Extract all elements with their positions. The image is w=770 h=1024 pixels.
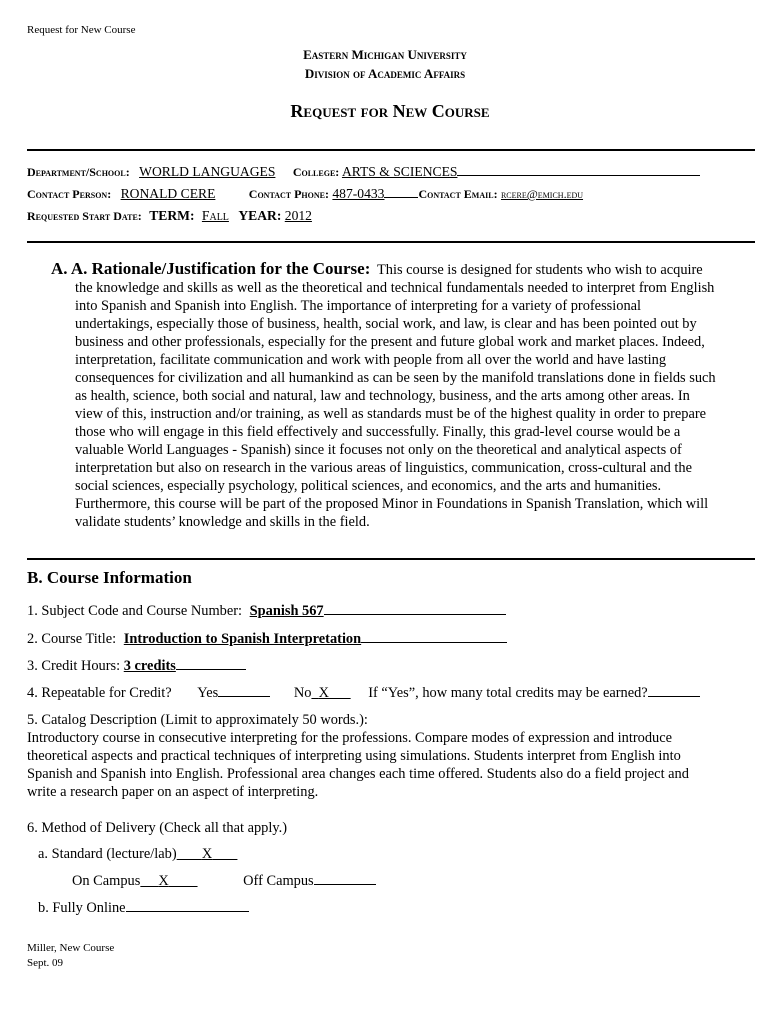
credit-hours-row (27, 658, 246, 675)
section-a-line: business and other professionals, especially for the present and future global work and market places. Indeed, (75, 334, 705, 350)
course-title-value: Introduction to Spanish Interpretation (123, 631, 362, 647)
repeatable-credits-question: If “Yes”, how many total credits may be earned? (368, 685, 648, 701)
catalog-line: Introductory course in consecutive interpreting for the professions. Compare modes of expression and introduce (27, 730, 672, 746)
contact-person-label: Contact Person: (27, 187, 112, 201)
year-label: YEAR: (238, 208, 282, 223)
off-campus-label: Off Campus (243, 873, 314, 889)
contact-phone-label: Contact Phone: (248, 187, 329, 201)
start-date-row (27, 208, 312, 224)
university-name: Eastern Michigan University (303, 47, 467, 62)
repeatable-credits-blank[interactable] (648, 695, 700, 697)
section-a-line: Furthermore, this course will be part of the proposed Minor in Foundations in Spanish Translation, which will (75, 496, 709, 512)
section-a-line: consequences for civilization and all humankind as can be seen by the manifold translations done in fields such (75, 370, 716, 386)
repeatable-label: 4. Repeatable for Credit? (27, 685, 172, 701)
delivery-method-label: 6. Method of Delivery (Check all that apply.) (27, 820, 288, 836)
term-value: Fall (201, 208, 229, 223)
subject-code-blank (324, 613, 506, 615)
credit-hours-label: 3. Credit Hours: (27, 658, 121, 674)
repeatable-yes-label: Yes (197, 685, 219, 701)
on-campus-label: On Campus (72, 873, 141, 889)
top-divider (27, 149, 755, 151)
section-a-line: view of this, instruction and/or training, as well as standards must be of the highest quality in order to prepare (75, 406, 707, 422)
subject-code-label: 1. Subject Code and Course Number: (27, 603, 243, 619)
campus-row (72, 873, 376, 890)
section-a-line: as health, science, both social and natural, law and technology, business, and the arts among other areas. In (75, 388, 690, 404)
catalog-line: theoretical aspects and practical techniques of interpreting using simulations. Students interpret from English into (27, 748, 681, 764)
section-a-line: validate students’ knowledge and skills in the field. (75, 514, 370, 530)
section-a-line: This course is designed for students who wish to acquire (376, 262, 703, 278)
section-a-line: social sciences, especially psychology, political sciences, and economics, and the arts and humanities. (75, 478, 662, 494)
repeatable-row (27, 685, 700, 702)
catalog-line: write a research paper on an aspect of interpreting. (27, 784, 319, 800)
contact-row (27, 186, 583, 202)
course-title-label: 2. Course Title: (27, 631, 117, 647)
college-value: ARTS & SCIENCES (341, 164, 458, 179)
section-a-line: the knowledge and skills as well as the theoretical and technical fundamentals needed to interpret from English (75, 280, 715, 296)
department-value: WORLD LANGUAGES (139, 164, 276, 179)
subject-code-row (27, 603, 506, 620)
section-a-heading: A. A. Rationale/Justification for the Course: (51, 259, 371, 278)
meta-divider (27, 241, 755, 243)
section-a-body (51, 279, 761, 531)
footer-date: Sept. 09 (27, 957, 64, 969)
section-divider (27, 558, 755, 560)
term-label: TERM: (149, 208, 195, 223)
online-row (38, 900, 249, 917)
repeatable-no-mark[interactable]: X (318, 685, 330, 701)
document-title: Request for New Course (290, 101, 490, 121)
phone-blank (384, 196, 418, 198)
standard-row (38, 846, 237, 863)
credit-hours-value: 3 credits (123, 658, 176, 674)
footer-author: Miller, New Course (27, 942, 115, 954)
contact-email-label: Contact Email: (418, 187, 498, 201)
catalog-line: Spanish and Spanish into English. Professional area changes each time offered. Students also do a field project and (27, 766, 689, 782)
start-date-label: Requested Start Date: (27, 209, 142, 223)
repeatable-yes-blank[interactable] (218, 695, 270, 697)
department-label: Department/School: (27, 165, 130, 179)
division-name: Division of Academic Affairs (304, 66, 466, 81)
running-header: Request for New Course (27, 24, 136, 36)
online-blank[interactable] (126, 910, 249, 912)
college-label: College: (292, 165, 340, 179)
year-value: 2012 (284, 208, 312, 223)
section-b-heading: B. Course Information (27, 568, 192, 587)
section-a-line: undertakings, especially those of business, health, social work, and law, is clear and has been pointed out by (75, 316, 697, 332)
contact-phone-value: 487-0433 (332, 186, 385, 201)
standard-mark[interactable]: X (201, 846, 213, 862)
course-title-row (27, 631, 507, 648)
section-a-line: interpretation but also on research in the various areas of linguistics, communication, cross-cultural and the (75, 460, 693, 476)
credit-hours-blank (176, 668, 246, 670)
section-a-line: those who will engage in this field effectively and successfully. Finally, this grad-level course would be a (75, 424, 681, 440)
repeatable-no-label: No (293, 685, 312, 701)
contact-person-value: RONALD CERE (120, 186, 216, 201)
catalog-description-label: 5. Catalog Description (Limit to approximately 50 words.): (27, 712, 368, 728)
catalog-description (27, 729, 762, 801)
section-a (51, 260, 761, 531)
department-row (27, 164, 700, 180)
section-a-line: valuable World Languages - Spanish) since it focuses not only on the theoretical and analytical aspects of (75, 442, 682, 458)
course-title-blank (361, 641, 507, 643)
on-campus-mark[interactable]: X (158, 873, 169, 889)
college-blank (457, 174, 700, 176)
section-a-line: into Spanish and Spanish into English. The importance of interpreting for a variety of professional (75, 298, 642, 314)
contact-email-value: rcere@emich.edu (500, 187, 584, 201)
standard-label: a. Standard (lecture/lab) (38, 846, 177, 862)
online-label: b. Fully Online (38, 900, 126, 916)
section-a-line: interpretation, facilitate communication and work with people from all over the world and have lasting (75, 352, 667, 368)
off-campus-blank[interactable] (314, 883, 376, 885)
subject-code-value: Spanish 567 (249, 603, 324, 619)
